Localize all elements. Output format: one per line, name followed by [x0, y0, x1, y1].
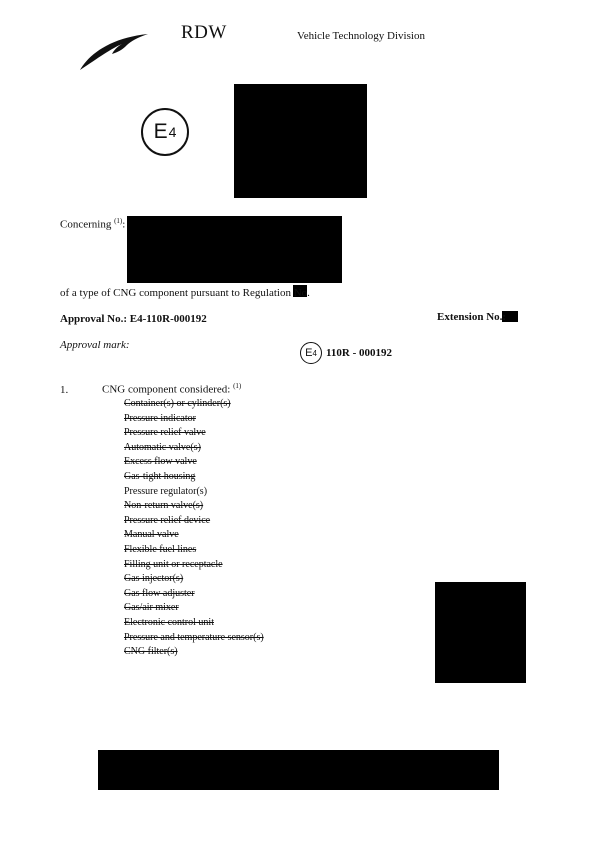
component-item: Pressure relief device — [124, 514, 211, 526]
component-item: Gas-tight housing — [124, 470, 196, 482]
approval-mark-emblem: E 4 — [300, 342, 322, 364]
footnote-ref: (1) — [114, 217, 123, 225]
concerning-label: Concerning $^{(1)}$: — [60, 217, 126, 231]
section-footnote: (1) — [233, 382, 242, 390]
component-item: Pressure and temperature sensor(s) — [124, 631, 264, 643]
approval-mark-code: 110R - 000192 — [326, 347, 392, 359]
component-item: CNG filter(s) — [124, 646, 178, 658]
redacted-photo — [435, 582, 526, 683]
component-item: Pressure indicator — [124, 412, 196, 424]
component-item: Flexible fuel lines — [124, 543, 197, 555]
approval-number: Approval No.: E4-110R-000192 — [60, 313, 207, 325]
component-item: Non-return valve(s) — [124, 500, 204, 512]
redacted-footer — [98, 750, 499, 790]
extension-number-label: Extension No.: — [437, 311, 507, 323]
section-title: CNG component considered: $^{(1)}$ — [102, 382, 242, 396]
component-item: Container(s) or cylinder(s) — [124, 398, 231, 409]
component-item: Filling unit or receptacle — [124, 558, 223, 570]
emblem-letter: E — [153, 120, 168, 143]
component-item: Pressure relief valve — [124, 427, 206, 439]
division-name: Vehicle Technology Division — [297, 30, 425, 42]
redacted-stamp — [234, 84, 367, 198]
component-item: Gas injector(s) — [124, 573, 184, 585]
approval-mark-label: Approval mark: — [60, 339, 130, 351]
section-number: 1. — [60, 384, 69, 396]
component-item: Pressure regulator(s) — [124, 485, 208, 497]
rdw-logo-icon — [78, 30, 152, 72]
component-item: Gas flow adjuster — [124, 587, 195, 599]
emblem-number: 4 — [168, 124, 177, 140]
component-item: Manual valve — [124, 529, 179, 541]
component-list — [124, 397, 264, 660]
component-item: Gas/air mixer — [124, 602, 179, 614]
component-item: Automatic valve(s) — [124, 441, 201, 453]
regulation-line: of a type of CNG component pursuant to Regulation No. — [60, 287, 310, 299]
component-item: Electronic control unit — [124, 616, 214, 628]
org-name: RDW — [181, 22, 227, 43]
component-item: Excess flow valve — [124, 456, 197, 468]
redacted-component-description — [127, 216, 342, 283]
approval-emblem — [141, 108, 189, 156]
